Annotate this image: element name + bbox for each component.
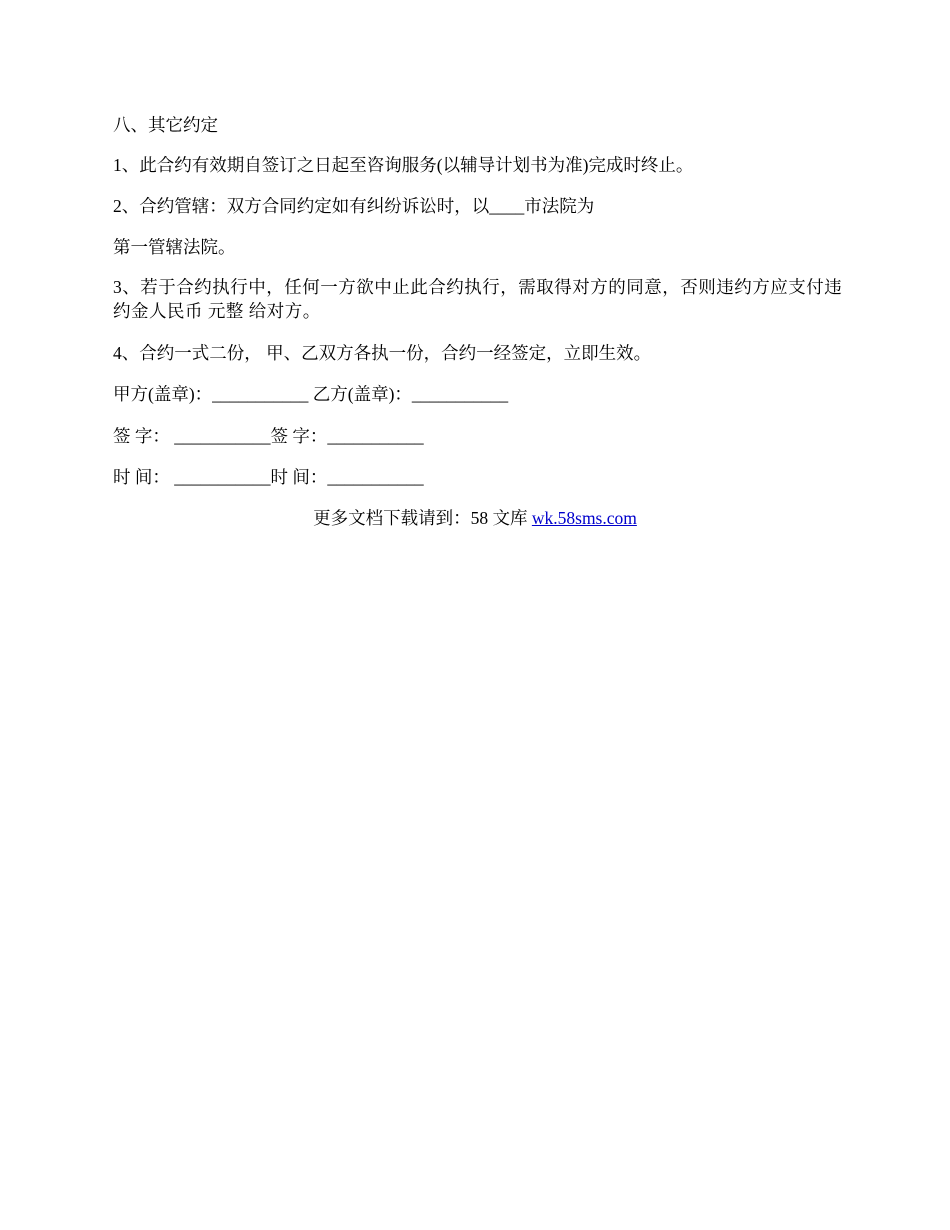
clause-1: 1、此合约有效期自签订之日起至咨询服务(以辅导计划书为准)完成时终止。 xyxy=(113,155,694,175)
footer-text: 更多文档下载请到：58 文库 xyxy=(313,508,532,528)
clause-2 xyxy=(113,194,843,218)
signature-row-date: 时 间： ___________时 间：___________ xyxy=(113,467,424,487)
clause-2-continuation: 第一管辖法院。 xyxy=(113,237,236,257)
footer xyxy=(0,506,950,530)
clause-2-blank: ____ xyxy=(489,196,525,216)
footer-link[interactable]: wk.58sms.com xyxy=(531,508,637,528)
clause-2-suffix: 市法院为 xyxy=(524,196,595,216)
section-heading: 八、其它约定 xyxy=(113,115,218,135)
signature-row-seal: 甲方(盖章)：___________ 乙方(盖章)：___________ xyxy=(113,384,509,404)
clause-4: 4、合约一式二份， 甲、乙双方各执一份，合约一经签定，立即生效。 xyxy=(113,343,652,363)
clause-3: 3、若于合约执行中，任何一方欲中止此合约执行，需取得对方的同意，否则违约方应支付违约金人民币 元整 给对方。 xyxy=(113,277,843,321)
signature-row-sign: 签 字： ___________签 字：___________ xyxy=(113,426,424,446)
clause-2-prefix: 2、合约管辖：双方合同约定如有纠纷诉讼时，以 xyxy=(113,196,490,216)
